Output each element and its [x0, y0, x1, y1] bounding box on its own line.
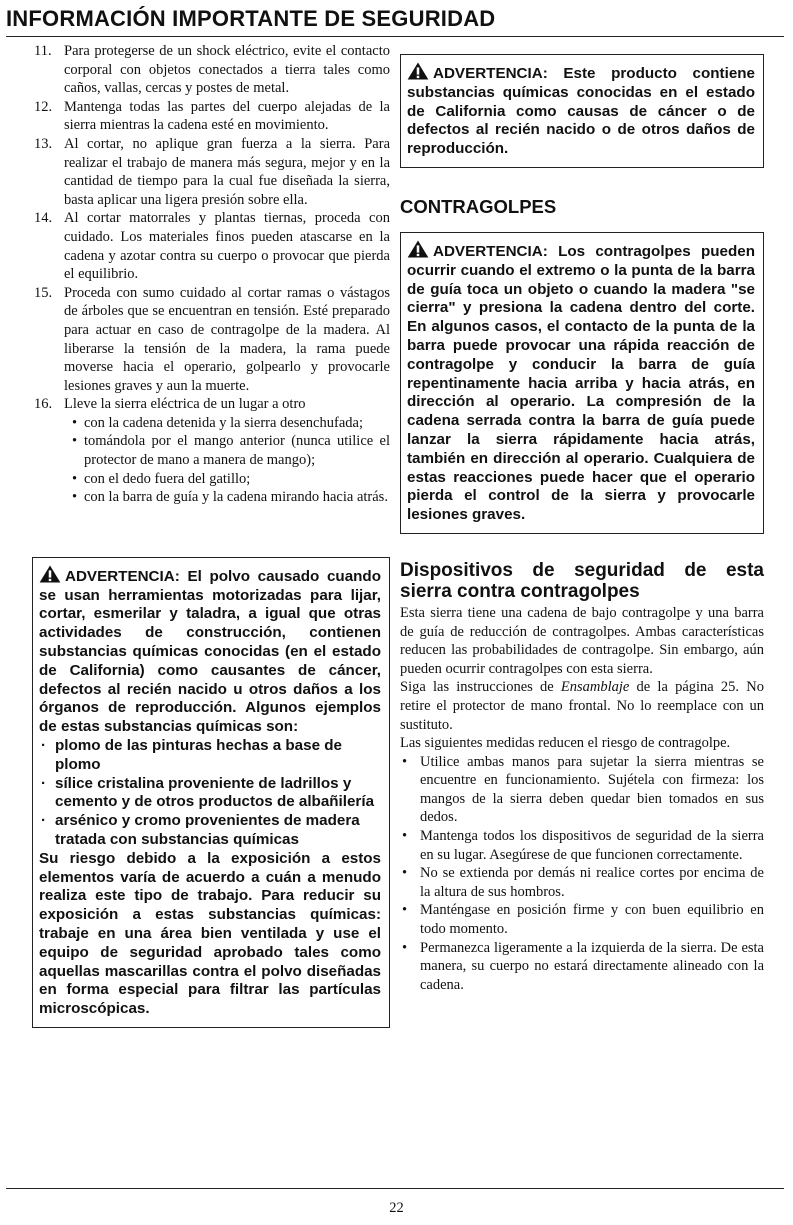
- measure-item: • Permanezca ligeramente a la izquierda de la sierra. De esta manera, su cuerpo no estará directamente alineado con la cadena.: [402, 939, 764, 993]
- contragolpes-heading: CONTRAGOLPES: [400, 195, 557, 217]
- rule-number: 16.: [34, 396, 53, 413]
- rule-text: Al cortar, no aplique gran fuerza a la sierra. Para realizar el trabajo de manera más segura, mejor y en la cantidad de tiempo para la cual fue diseñada la sierra, basta aplicar una ligera presión sobre ella.: [64, 135, 390, 208]
- product-warning-box: [400, 54, 764, 168]
- rule-item-16: [34, 395, 390, 507]
- dust-warning-text: El polvo causado cuando se usan herramientas motorizadas para lijar, cortar, esmerilar y taladra, a igual que otras actividades de construcción, contienen substancias químicas conocidas (en el estado de California) como causantes de cáncer, defectos al recién nacido u otros daños a los órganos de reproducción. Algunos ejemplos de estas substancias químicas son:: [39, 567, 381, 736]
- dust-example-item: · arsénico y cromo provenientes de madera tratada con substancias químicas: [41, 812, 360, 848]
- measure-item: • Mantenga todos los dispositivos de seguridad de la sierra en su lugar. Asegúrese de que funcionen correctamente.: [402, 828, 764, 863]
- carry-bullets: [64, 414, 390, 507]
- product-warning-text: Este producto contiene substancias químicas conocidas en el estado de California como causas de cáncer o de defectos al recién nacido o de otros daños de reproducción.: [407, 65, 755, 158]
- title-rule: [6, 36, 784, 37]
- dispositivos-body: [400, 604, 764, 994]
- rule-number: 11.: [34, 43, 52, 59]
- dust-warning-intro: [39, 565, 381, 737]
- rule-number: 15.: [34, 284, 53, 301]
- bullet-item: • tomándola por el mango anterior (nunca utilice el protector de mano a manera de mango);: [72, 433, 390, 469]
- page-number: 22: [389, 1200, 404, 1216]
- rule-number: 12.: [34, 98, 53, 115]
- measure-item: • Utilice ambas manos para sujetar la sierra mientras se encuentre en funcionamiento. Sujétela con firmeza: los mangos de la sierra deben quedar bien tomados en sus dedos.: [402, 753, 764, 826]
- measure-item: • Manténgase en posición firme y con buen equilibrio en todo momento.: [402, 902, 764, 938]
- dust-warning-box: [32, 557, 390, 1028]
- kickback-measures-list: [400, 753, 764, 995]
- rule-item-12: [34, 98, 390, 135]
- dispositivos-heading-line2: sierra contra contragolpes: [400, 580, 640, 602]
- dispositivos-paragraph: Esta sierra tiene una cadena de bajo contragolpe y una barra de guía de reducción de contragolpes. Ambas características reducen las probabilidades de contragolpe. Sin embargo, aún pueden ocurrir contragolpes con esta sierra.: [400, 604, 764, 677]
- dispositivos-paragraph: Siga las instrucciones de Ensamblaje de la página 25. No retire el protector de mano frontal. No lo reemplace con un sustituto.: [400, 679, 764, 733]
- rule-item-11: [34, 42, 390, 98]
- measure-item: • No se extienda por demás ni realice cortes por encima de la altura de sus hombros.: [402, 865, 764, 900]
- footer-rule: [6, 1188, 784, 1189]
- warning-triangle-icon: [407, 62, 429, 80]
- rule-item-14: [34, 209, 390, 283]
- dust-example-item: · sílice cristalina proveniente de ladrillos y cemento y de otros productos de albañilería: [41, 774, 375, 811]
- rule-text: Proceda con sumo cuidado al cortar ramas o vástagos de árboles que se encuentran en tensión. Esté preparado para actuar en caso de contragolpe de la madera. Al liberarse la tensión de la madera, la rama puede moverse hacia el operario, golpearlo y provocarle lesiones graves y aun la muerte.: [64, 284, 390, 394]
- dust-example-item: · plomo de las pinturas hechas a base de plomo: [41, 737, 342, 773]
- rule-text: Para protegerse de un shock eléctrico, evite el contacto corporal con objetos conectados a tierra tales como caños, vallas, cercas y postes de metal.: [64, 43, 390, 97]
- safety-rules-list: [34, 42, 390, 507]
- assembly-reference: Ensamblaje: [560, 679, 630, 696]
- page-title: INFORMACIÓN IMPORTANTE DE SEGURIDAD: [6, 6, 496, 31]
- rule-item-13: [34, 135, 390, 209]
- dust-warning-outro: Su riesgo debido a la exposición a estos elementos varía de acuerdo a cuán a menudo realiza este tipo de trabajo. Para reducir su exposición a estas substancias químicas: trabaje en una área bien ventilada y use el equipo de seguridad aprobado tales como aquellas mascarillas contra el polvo diseñadas en forma especial para filtrar las partículas microscópicas.: [39, 849, 381, 1018]
- warning-triangle-icon: [407, 240, 429, 258]
- kickback-warning-text: Los contragolpes pueden ocurrir cuando el extremo o la punta de la barra de guía toca un objeto o cuando la madera "se cierra" y presiona la cadena dentro del corte. En algunos casos, el contacto de la punta de la barra puede provocar una rápida reacción de contragolpe y conducir la barra de guía repentinamente hacia arriba y hacia atrás, en dirección al operario. La compresión de la cadena serrada contra la barra de guía puede lanzar la sierra rápidamente hacia atrás, también en dirección al operario. Cualquiera de estas reacciones puede hacer que el operario pierda el control de la sierra y provocarle lesiones graves.: [407, 242, 755, 524]
- bullet-item: • con el dedo fuera del gatillo;: [72, 470, 251, 487]
- warning-heading: ADVERTENCIA:: [433, 65, 548, 82]
- dust-examples-list: [39, 737, 381, 850]
- rule-text: Mantenga todas las partes del cuerpo alejadas de la sierra mientras la cadena esté en movimiento.: [64, 98, 390, 134]
- rule-item-15: [34, 284, 390, 396]
- dispositivos-heading-line1: Dispositivos de seguridad de esta: [400, 559, 764, 581]
- rule-number: 13.: [34, 135, 53, 152]
- bullet-item: • con la barra de guía y la cadena mirando hacia atrás.: [72, 489, 388, 506]
- rule-text: Lleve la sierra eléctrica de un lugar a otro: [64, 396, 306, 413]
- warning-heading: ADVERTENCIA:: [65, 567, 180, 585]
- kickback-warning-box: [400, 232, 764, 534]
- dispositivos-section: [400, 560, 764, 994]
- warning-heading: ADVERTENCIA:: [433, 242, 548, 260]
- left-column: [34, 42, 390, 1028]
- rule-text: Al cortar matorrales y plantas tiernas, proceda con cuidado. Los materiales finos pueden atascarse en la cadena y azotar contra su cuerpo o provocar que pierda el equilibrio.: [64, 210, 390, 283]
- dispositivos-paragraph: Las siguientes medidas reducen el riesgo de contragolpe.: [400, 735, 731, 752]
- bullet-item: • con la cadena detenida y la sierra desenchufada;: [72, 414, 363, 431]
- right-column: [400, 42, 764, 994]
- rule-number: 14.: [34, 210, 53, 227]
- warning-triangle-icon: [39, 565, 61, 583]
